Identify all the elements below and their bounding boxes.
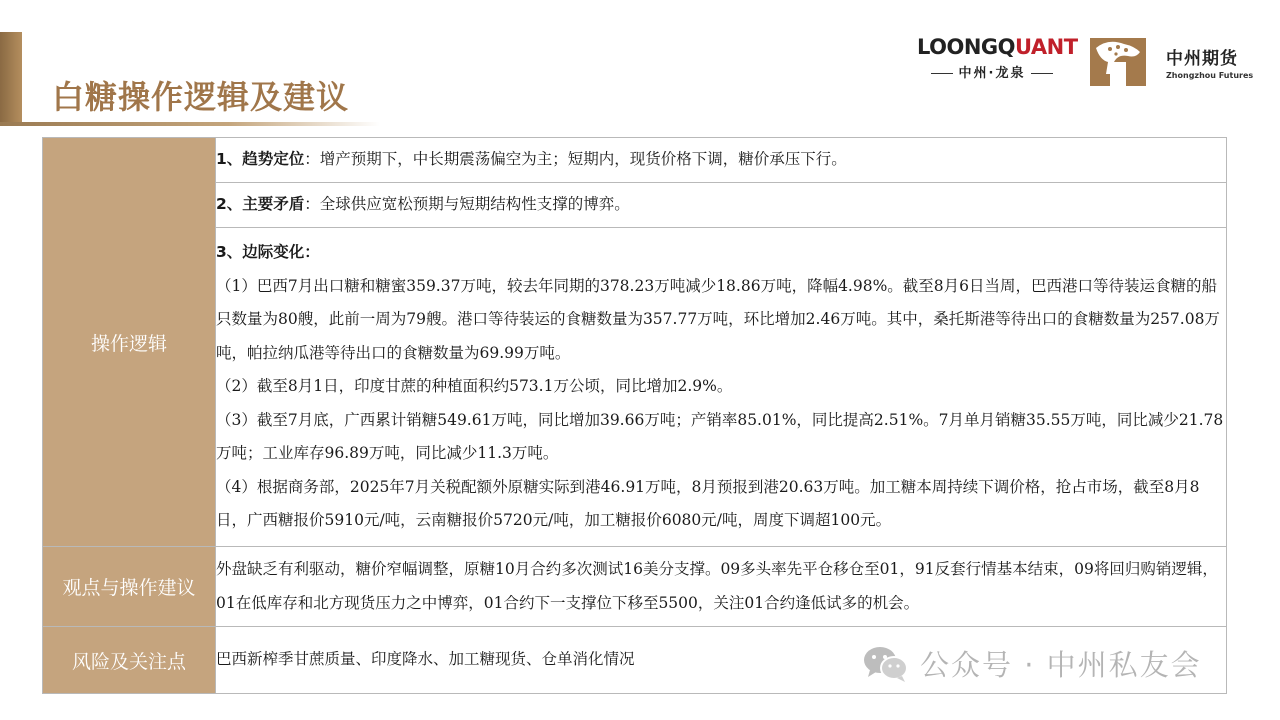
loongquant-logo (917, 35, 1078, 82)
label-risk: 风险及关注点 (43, 627, 216, 694)
margin-item-3: （3）截至7月底，广西累计销糖549.61万吨，同比增加39.66万吨；产销率85.01%，同比提高2.51%。7月单月销糖35.55万吨，同比减少21.78万吨；工业库存96.89万吨，同比减少11.3万吨。 (216, 410, 1224, 463)
zhongzhou-logo-en: Zhongzhou Futures (1166, 71, 1254, 80)
zhongzhou-logo-text (1166, 44, 1253, 80)
label-view: 观点与操作建议 (43, 547, 216, 627)
loongquant-logo-suffix: UANT (1015, 35, 1078, 59)
table-row-conflict (43, 183, 1227, 228)
page-title: 白糖操作逻辑及建议 (52, 78, 350, 116)
risk-text: 巴西新榨季甘蔗质量、印度降水、加工糖现货、仓单消化情况 (216, 627, 1227, 694)
conflict-text: ：全球供应宽松预期与短期结构性支撑的博弈。 (304, 195, 630, 214)
conflict-heading: 2、主要矛盾 (216, 195, 305, 214)
trend-cell (216, 138, 1227, 183)
conflict-cell (216, 183, 1227, 228)
table-row-trend (43, 138, 1227, 183)
margin-heading: 3、边际变化： (216, 243, 320, 262)
loongquant-logo-sub: 中州·龙泉 (917, 62, 1067, 81)
loongquant-logo-prefix: LOONGQ (917, 35, 1016, 59)
zhongzhou-logo-icon (1088, 32, 1148, 88)
margin-item-2: （2）截至8月1日，印度甘蔗的种植面积约573.1万公顷，同比增加2.9%。 (216, 377, 733, 396)
margin-item-4: （4）根据商务部，2025年7月关税配额外原糖实际到港46.91万吨，8月预报到港20.63万吨。加工糖本周持续下调价格，抢占市场，截至8月8日，广西糖报价5910元/吨，云南糖报价5720元/吨，加工糖报价6080元/吨，周度下调超100元。 (216, 477, 1200, 530)
trend-text: ：增产预期下，中长期震荡偏空为主；短期内，现货价格下调，糖价承压下行。 (304, 150, 847, 169)
title-accent-bar (0, 32, 22, 126)
margin-cell (216, 228, 1227, 547)
margin-item-1: （1）巴西7月出口糖和糖蜜359.37万吨，较去年同期的378.23万吨减少18.86万吨，降幅4.98%。截至8月6日当周，巴西港口等待装运食糖的船只数量为80艘，此前一周为79艘。港口等待装运的食糖数量为357.77万吨，环比增加2.46万吨。其中，桑托斯港等待出口的食糖数量为257.08万吨，帕拉纳瓜港等待出口的食糖数量为69.99万吨。 (216, 276, 1220, 362)
wechat-icon (862, 644, 910, 684)
trend-heading: 1、趋势定位 (216, 150, 305, 169)
zhongzhou-logo-cn: 中州期货 (1166, 49, 1238, 69)
label-logic: 操作逻辑 (43, 138, 216, 547)
watermark (862, 643, 1202, 684)
table-row-margin (43, 228, 1227, 547)
table-row-view (43, 547, 1227, 627)
watermark-text: 公众号 · 中州私友会 (920, 648, 1202, 682)
analysis-table (42, 137, 1227, 694)
view-text: 外盘缺乏有利驱动，糖价窄幅调整，原糖10月合约多次测试16美分支撑。09多头率先平仓移仓至01，91反套行情基本结束，09将回归购销逻辑，01在低库存和北方现货压力之中博弈，01合约下一支撑位下移至5500，关注01合约逢低试多的机会。 (216, 547, 1227, 627)
title-underline (0, 122, 380, 126)
